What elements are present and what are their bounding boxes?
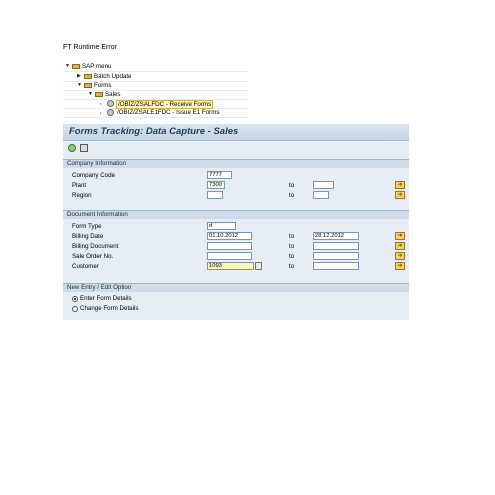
plant-to-field[interactable] <box>313 181 334 189</box>
folder-icon <box>84 74 92 79</box>
tree-node-sap-menu[interactable] <box>63 62 248 72</box>
company-information-group <box>63 159 409 208</box>
billing-document-from-field[interactable] <box>207 242 252 250</box>
title-bar <box>63 124 409 141</box>
customer-from-field[interactable]: 1093 <box>207 262 254 270</box>
company-code-row <box>63 171 409 181</box>
to-label: to <box>289 182 295 189</box>
plant-row <box>63 181 409 191</box>
group-title: Company Information <box>67 160 127 167</box>
billing-date-from-field[interactable]: 01.10.2012 <box>207 232 252 240</box>
billing-date-to-field[interactable]: 28.12.2012 <box>313 232 359 240</box>
bullet-icon: • <box>100 101 102 106</box>
sale-order-from-field[interactable] <box>207 252 252 260</box>
billing-document-to-field[interactable] <box>313 242 359 250</box>
plant-label: Plant <box>72 182 87 189</box>
sale-order-row <box>63 252 409 262</box>
execute-icon[interactable] <box>68 144 76 152</box>
group-title: New Entry / Edit Option <box>67 284 132 291</box>
tree-node-label: Sales <box>105 91 121 98</box>
folder-icon <box>72 64 80 69</box>
folder-icon <box>95 92 103 97</box>
tree-node-label: SAP menu <box>82 63 112 70</box>
billing-document-row <box>63 242 409 252</box>
sale-order-label: Sale Order No. <box>72 253 114 260</box>
expand-down-icon[interactable]: ▼ <box>65 63 70 69</box>
plant-from-field[interactable]: 7300 <box>207 181 225 189</box>
group-header <box>63 211 409 219</box>
form-type-label: Form Type <box>72 223 102 230</box>
customer-row <box>63 262 409 272</box>
arrow-right-icon: ➜ <box>397 263 403 269</box>
company-code-label: Company Code <box>72 172 115 179</box>
form-type-row <box>63 222 409 232</box>
to-label: to <box>289 253 295 260</box>
group-title: Document Information <box>67 211 128 218</box>
radio-selected-icon[interactable] <box>72 296 78 302</box>
to-label: to <box>289 243 295 250</box>
bullet-icon: • <box>100 110 102 115</box>
multiple-selection-button[interactable] <box>395 181 405 189</box>
arrow-right-icon: ➜ <box>397 253 403 259</box>
transaction-icon <box>107 109 114 116</box>
folder-icon <box>84 83 92 88</box>
sale-order-to-field[interactable] <box>313 252 359 260</box>
region-from-field[interactable] <box>207 191 223 199</box>
region-to-field[interactable] <box>313 191 329 199</box>
radio-label: Enter Form Details <box>80 295 132 302</box>
billing-date-row <box>63 232 409 242</box>
sap-menu-tree <box>63 62 248 118</box>
region-row <box>63 191 409 201</box>
customer-to-field[interactable] <box>313 262 359 270</box>
group-header <box>63 284 409 292</box>
window-title: Forms Tracking: Data Capture - Sales <box>69 126 239 137</box>
radio-unselected-icon[interactable] <box>72 306 78 312</box>
billing-document-label: Billing Document <box>72 243 119 250</box>
multiple-selection-button[interactable] <box>395 242 405 250</box>
tree-node-label: /OBIZ/ZSALFDC - Receive Forms <box>118 100 212 108</box>
expand-down-icon[interactable]: ▼ <box>77 82 82 88</box>
tree-node-label: /OBIZ/ZSALE1FDC - Issue E1 Forms <box>117 109 220 116</box>
tree-node-issue-e1-forms[interactable] <box>63 108 248 118</box>
save-variant-icon[interactable] <box>80 144 88 152</box>
expand-down-icon[interactable]: ▼ <box>88 91 93 97</box>
form-type-field[interactable]: d <box>207 222 236 230</box>
multiple-selection-button[interactable] <box>395 191 405 199</box>
multiple-selection-button[interactable] <box>395 262 405 270</box>
arrow-right-icon: ➜ <box>397 243 403 249</box>
customer-label: Customer <box>72 263 99 270</box>
to-label: to <box>289 263 295 270</box>
transaction-window <box>63 124 409 320</box>
tree-node-label: Forms <box>94 82 112 89</box>
arrow-right-icon: ➜ <box>397 233 403 239</box>
region-label: Region <box>72 192 92 199</box>
new-entry-edit-option-group <box>63 283 409 321</box>
application-toolbar <box>63 141 409 155</box>
company-code-field[interactable]: 7777 <box>207 171 232 179</box>
transaction-icon <box>107 100 114 107</box>
document-information-group <box>63 210 409 281</box>
arrow-right-icon: ➜ <box>397 182 403 188</box>
to-label: to <box>289 233 295 240</box>
document-title: FT Runtime Error <box>63 44 117 51</box>
billing-date-label: Billing Date <box>72 233 104 240</box>
to-label: to <box>289 192 295 199</box>
search-help-icon[interactable] <box>255 262 262 270</box>
group-header <box>63 160 409 168</box>
multiple-selection-button[interactable] <box>395 232 405 240</box>
multiple-selection-button[interactable] <box>395 252 405 260</box>
tree-node-label: Batch Update <box>94 73 132 80</box>
arrow-right-icon: ➜ <box>397 192 403 198</box>
radio-label: Change Form Details <box>80 305 139 312</box>
expand-right-icon[interactable]: ▶ <box>77 73 81 79</box>
